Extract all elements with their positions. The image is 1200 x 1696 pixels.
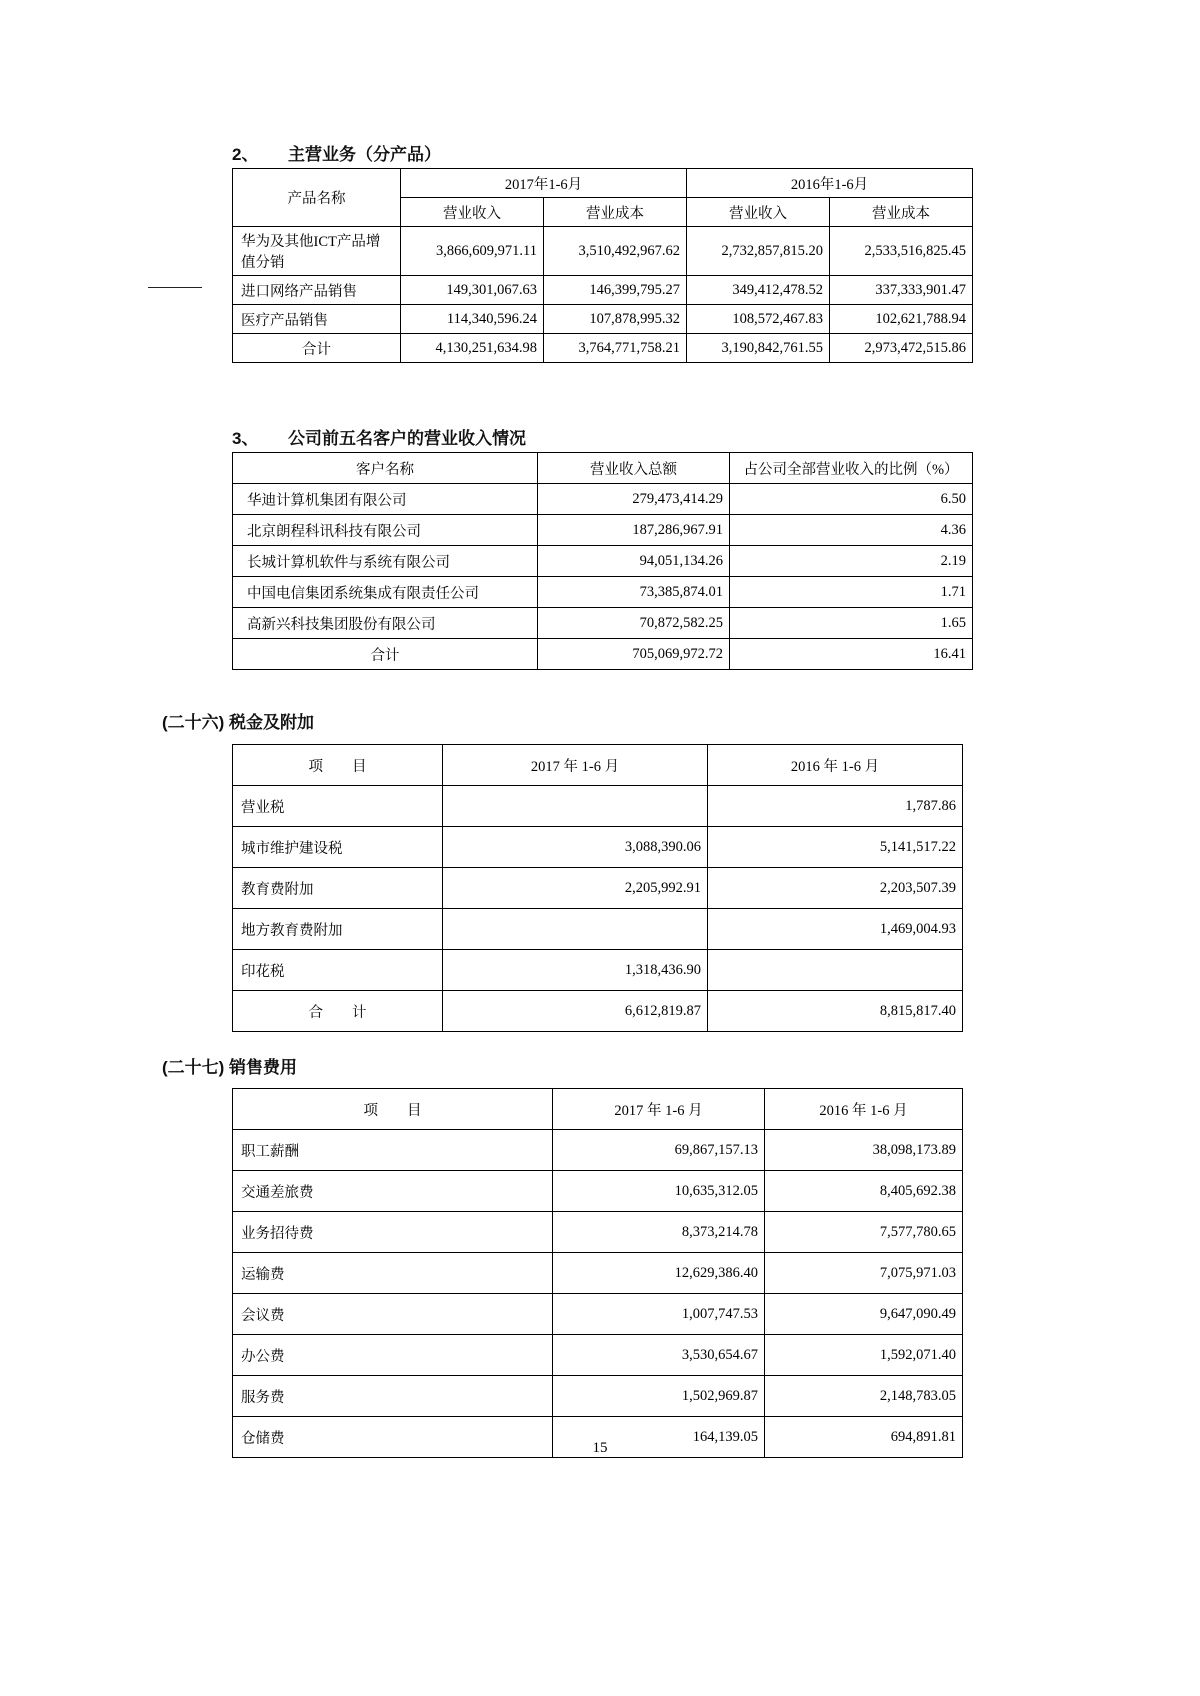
section-title: (二十七) 销售费用 [162,1058,298,1077]
cell-2017: 3,530,654.67 [553,1335,765,1376]
cell-2017: 10,635,312.05 [553,1171,765,1212]
header-2017: 2017 年 1-6 月 [553,1089,765,1130]
header-2016: 2016 年 1-6 月 [708,745,963,786]
cell-revenue-2017: 3,866,609,971.11 [401,227,544,276]
cell-revenue-2017: 149,301,067.63 [401,276,544,305]
cell-customer-name: 高新兴科技集团股份有限公司 [233,608,538,639]
cell-total-cost-2016: 2,973,472,515.86 [830,334,973,363]
table-row [233,276,973,305]
cell-customer-name: 中国电信集团系统集成有限责任公司 [233,577,538,608]
cell-customer-name: 长城计算机软件与系统有限公司 [233,546,538,577]
section-heading-sales-expense [162,1053,1200,1078]
table-row [233,909,963,950]
cell-customer-ratio: 6.50 [730,484,973,515]
cell-revenue-2016: 349,412,478.52 [687,276,830,305]
cell-item: 仓储费 [233,1417,553,1458]
cell-2016: 5,141,517.22 [708,827,963,868]
cell-customer-ratio: 4.36 [730,515,973,546]
cell-item: 职工薪酬 [233,1130,553,1171]
cell-2017 [443,786,708,827]
cell-total-label: 合计 [233,334,401,363]
table-total-row [233,991,963,1032]
cell-customer-name: 华迪计算机集团有限公司 [233,484,538,515]
table-row [233,786,963,827]
cell-2016: 8,405,692.38 [765,1171,963,1212]
cell-2017: 164,139.05 [553,1417,765,1458]
cell-customer-amount: 94,051,134.26 [538,546,730,577]
cell-customer-name: 北京朗程科讯科技有限公司 [233,515,538,546]
cell-item: 地方教育费附加 [233,909,443,950]
table-row [233,1335,963,1376]
cell-2017: 1,007,747.53 [553,1294,765,1335]
cell-total-2017: 6,612,819.87 [443,991,708,1032]
cell-product-name: 华为及其他ICT产品增值分销 [233,227,401,276]
cell-2016: 694,891.81 [765,1417,963,1458]
cell-cost-2016: 2,533,516,825.45 [830,227,973,276]
cell-2016: 2,148,783.05 [765,1376,963,1417]
table-row [233,577,973,608]
table-row [233,227,973,276]
header-period-2017: 2017年1-6月 [401,169,687,198]
cell-cost-2017: 107,878,995.32 [544,305,687,334]
margin-tick-mark [148,287,202,288]
cell-item: 办公费 [233,1335,553,1376]
table-row [233,1171,963,1212]
cell-2017: 12,629,386.40 [553,1253,765,1294]
section-title: 主营业务（分产品） [288,145,441,164]
table-row [233,1130,963,1171]
cell-item: 会议费 [233,1294,553,1335]
cell-revenue-2016: 108,572,467.83 [687,305,830,334]
header-item: 项 目 [233,745,443,786]
section-number: 2、 [232,145,259,164]
table-row [233,608,973,639]
header-2016: 2016 年 1-6 月 [765,1089,963,1130]
cell-item: 交通差旅费 [233,1171,553,1212]
cell-2017: 1,502,969.87 [553,1376,765,1417]
cell-item: 营业税 [233,786,443,827]
table-row [233,484,973,515]
cell-customer-amount: 187,286,967.91 [538,515,730,546]
cell-2016: 7,577,780.65 [765,1212,963,1253]
header-revenue-ratio: 占公司全部营业收入的比例（%） [730,453,973,484]
header-2017: 2017 年 1-6 月 [443,745,708,786]
table-row [233,1253,963,1294]
cell-total-amount: 705,069,972.72 [538,639,730,670]
cell-total-label: 合 计 [233,991,443,1032]
cell-2017: 2,205,992.91 [443,868,708,909]
cell-2017: 8,373,214.78 [553,1212,765,1253]
header-revenue-2016: 营业收入 [687,198,830,227]
table-row [233,950,963,991]
cell-2016: 9,647,090.49 [765,1294,963,1335]
header-revenue-total: 营业收入总额 [538,453,730,484]
cell-revenue-2016: 2,732,857,815.20 [687,227,830,276]
table-header-row [233,169,973,198]
cell-2016: 1,787.86 [708,786,963,827]
header-revenue-2017: 营业收入 [401,198,544,227]
table-row [233,515,973,546]
cell-customer-ratio: 2.19 [730,546,973,577]
header-period-2016: 2016年1-6月 [687,169,973,198]
table-selling-expenses [232,1088,963,1458]
cell-item: 服务费 [233,1376,553,1417]
cell-item: 印花税 [233,950,443,991]
cell-item: 运输费 [233,1253,553,1294]
cell-2017: 3,088,390.06 [443,827,708,868]
cell-2016: 2,203,507.39 [708,868,963,909]
cell-2017 [443,909,708,950]
cell-2016: 1,592,071.40 [765,1335,963,1376]
cell-revenue-2017: 114,340,596.24 [401,305,544,334]
cell-customer-ratio: 1.71 [730,577,973,608]
header-cost-2016: 营业成本 [830,198,973,227]
cell-2016: 7,075,971.03 [765,1253,963,1294]
section-heading-tax [162,708,1200,733]
table-row [233,305,973,334]
header-cost-2017: 营业成本 [544,198,687,227]
table-main-business-by-product [232,168,973,363]
cell-total-label: 合计 [233,639,538,670]
cell-item: 业务招待费 [233,1212,553,1253]
section-heading-product [232,140,1200,165]
table-row [233,1212,963,1253]
section-heading-customers [232,424,1200,449]
section-title: (二十六) 税金及附加 [162,713,315,732]
table-total-row [233,639,973,670]
table-header-row [233,1089,963,1130]
section-title: 公司前五名客户的营业收入情况 [288,429,526,448]
cell-total-revenue-2016: 3,190,842,761.55 [687,334,830,363]
table-top-five-customers [232,452,973,670]
cell-cost-2016: 102,621,788.94 [830,305,973,334]
cell-2016 [708,950,963,991]
cell-item: 教育费附加 [233,868,443,909]
cell-cost-2017: 3,510,492,967.62 [544,227,687,276]
cell-cost-2017: 146,399,795.27 [544,276,687,305]
cell-2017: 69,867,157.13 [553,1130,765,1171]
cell-product-name: 进口网络产品销售 [233,276,401,305]
header-customer-name: 客户名称 [233,453,538,484]
cell-customer-amount: 70,872,582.25 [538,608,730,639]
cell-total-ratio: 16.41 [730,639,973,670]
cell-total-cost-2017: 3,764,771,758.21 [544,334,687,363]
cell-total-revenue-2017: 4,130,251,634.98 [401,334,544,363]
cell-total-2016: 8,815,817.40 [708,991,963,1032]
table-total-row [233,334,973,363]
cell-customer-amount: 279,473,414.29 [538,484,730,515]
header-product-name: 产品名称 [233,169,401,227]
table-row [233,1294,963,1335]
table-row [233,868,963,909]
cell-2016: 1,469,004.93 [708,909,963,950]
table-row [233,827,963,868]
cell-2017: 1,318,436.90 [443,950,708,991]
table-header-row [233,745,963,786]
cell-item: 城市维护建设税 [233,827,443,868]
cell-customer-amount: 73,385,874.01 [538,577,730,608]
header-item: 项 目 [233,1089,553,1130]
table-header-row [233,453,973,484]
table-taxes-and-surcharges [232,744,963,1032]
cell-customer-ratio: 1.65 [730,608,973,639]
section-number: 3、 [232,429,259,448]
page-number: 15 [592,1440,608,1456]
cell-cost-2016: 337,333,901.47 [830,276,973,305]
cell-2016: 38,098,173.89 [765,1130,963,1171]
table-row [233,546,973,577]
cell-product-name: 医疗产品销售 [233,305,401,334]
table-row [233,1376,963,1417]
